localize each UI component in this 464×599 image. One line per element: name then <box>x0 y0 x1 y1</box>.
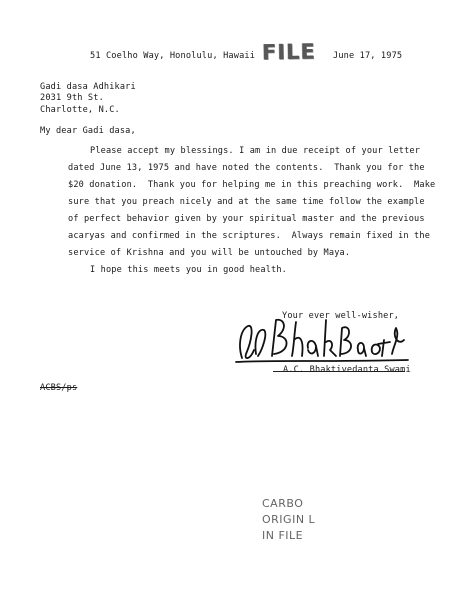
recipient-street: 2031 9th St. <box>40 93 104 103</box>
body-line: of perfect behavior given by your spiritual master and the previous <box>68 214 425 224</box>
body-line: acaryas and confirmed in the scriptures. Always remain fixed in the <box>68 231 431 241</box>
sender-address: 51 Coelho Way, Honolulu, Hawaii <box>90 51 256 61</box>
recipient-city: Charlotte, N.C. <box>40 105 120 115</box>
carbon-stamp-line: IN FILE <box>262 529 304 542</box>
body-line: Please accept my blessings. I am in due receipt of your letter <box>90 146 421 156</box>
carbon-stamp-line: ORIGIN L <box>262 513 316 526</box>
carbon-original-stamp <box>262 496 315 544</box>
letter-date: June 17, 1975 <box>333 51 403 61</box>
signatory-name: A.C. Bhaktivedanta Swami <box>283 365 411 375</box>
recipient-name: Gadi dasa Adhikari <box>40 82 136 92</box>
file-stamp: FILE <box>261 39 317 65</box>
body-line: service of Krishna and you will be untouched by Maya. <box>68 248 351 258</box>
valediction: Your ever well-wisher, <box>282 311 400 321</box>
salutation: My dear Gadi dasa, <box>40 126 136 136</box>
carbon-stamp-line: CARBO <box>262 497 304 510</box>
closing-line: I hope this meets you in good health. <box>90 265 287 275</box>
handwritten-signature <box>232 306 412 372</box>
reference-initials: ACBS/ps <box>40 383 78 393</box>
body-line: dated June 13, 1975 and have noted the contents. Thank you for the <box>68 163 425 173</box>
body-line: $20 donation. Thank you for helping me in this preaching work. Make <box>68 180 436 190</box>
body-line: sure that you preach nicely and at the same time follow the example <box>68 197 425 207</box>
